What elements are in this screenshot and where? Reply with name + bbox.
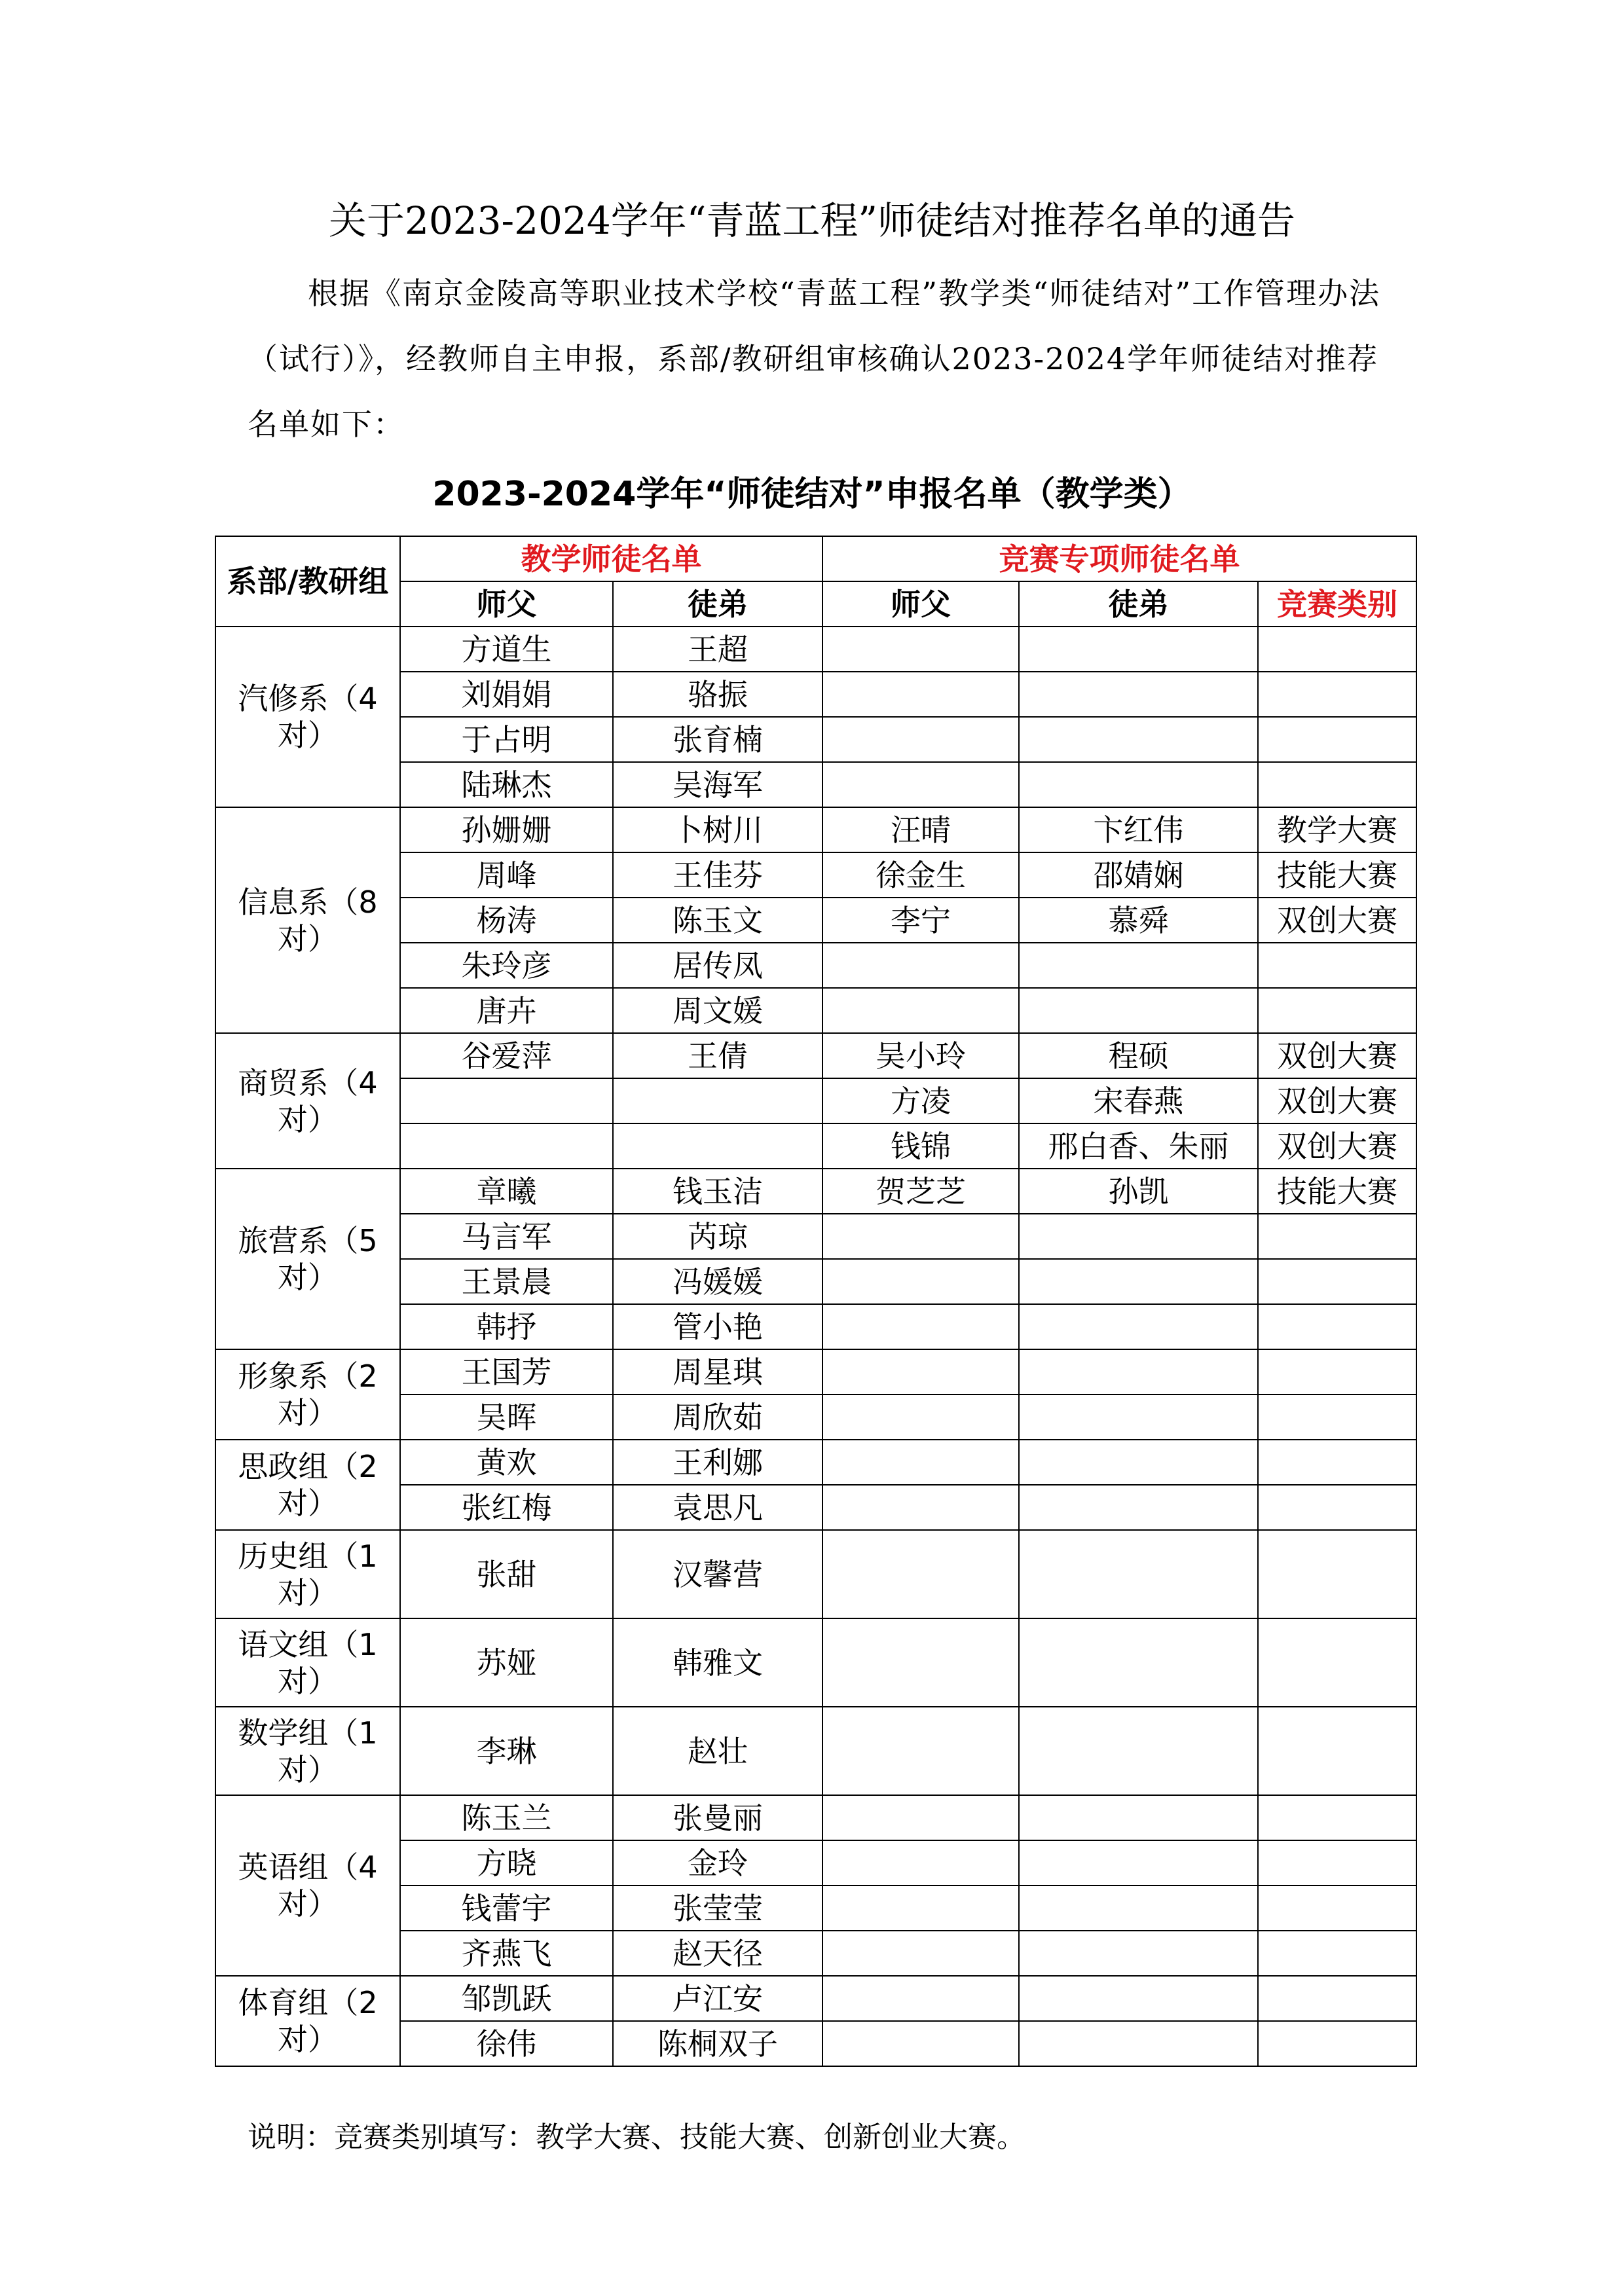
competition-master-cell (822, 1440, 1019, 1485)
dept-cell: 旅营系（5对） (215, 1169, 400, 1349)
competition-master-cell: 徐金生 (822, 852, 1019, 898)
teaching-apprentice-cell: 陈桐双子 (613, 2021, 822, 2066)
competition-apprentice-cell: 卞红伟 (1019, 807, 1258, 852)
table-row (215, 1033, 1416, 1078)
competition-master-cell (822, 1530, 1019, 1618)
competition-category-cell (1258, 1485, 1416, 1530)
teaching-apprentice-cell: 钱玉洁 (613, 1169, 822, 1214)
competition-apprentice-cell: 宋春燕 (1019, 1078, 1258, 1123)
competition-category-cell: 技能大赛 (1258, 852, 1416, 898)
competition-apprentice-cell: 程硕 (1019, 1033, 1258, 1078)
teaching-master-cell: 谷爱萍 (400, 1033, 613, 1078)
competition-category-cell (1258, 988, 1416, 1033)
competition-apprentice-cell (1019, 1707, 1258, 1795)
teaching-apprentice-cell: 王超 (613, 627, 822, 672)
competition-category-cell (1258, 1795, 1416, 1840)
competition-apprentice-cell (1019, 1795, 1258, 1840)
competition-master-cell: 汪晴 (822, 807, 1019, 852)
dept-cell: 信息系（8对） (215, 807, 400, 1033)
teaching-master-cell: 韩抒 (400, 1304, 613, 1349)
competition-apprentice-cell: 慕舜 (1019, 898, 1258, 943)
competition-category-cell (1258, 627, 1416, 672)
teaching-apprentice-cell: 芮琼 (613, 1214, 822, 1259)
dept-cell: 历史组（1对） (215, 1530, 400, 1618)
competition-master-cell (822, 1618, 1019, 1707)
competition-master-cell (822, 1931, 1019, 1976)
competition-header: 竞赛专项师徒名单 (822, 536, 1416, 581)
competition-category-cell (1258, 1259, 1416, 1304)
teaching-master-header: 师父 (400, 581, 613, 627)
competition-master-cell (822, 1394, 1019, 1440)
competition-category-cell (1258, 1214, 1416, 1259)
competition-category-cell (1258, 672, 1416, 717)
competition-category-cell (1258, 2021, 1416, 2066)
competition-master-cell: 贺芝芝 (822, 1169, 1019, 1214)
competition-master-cell (822, 1259, 1019, 1304)
teaching-apprentice-header: 徒弟 (613, 581, 822, 627)
competition-apprentice-cell (1019, 1259, 1258, 1304)
dept-cell: 体育组（2对） (215, 1976, 400, 2066)
competition-category-cell (1258, 1976, 1416, 2021)
competition-category-cell (1258, 1349, 1416, 1394)
competition-master-cell (822, 717, 1019, 762)
mentorship-table (215, 536, 1417, 2067)
teaching-master-cell: 张红梅 (400, 1485, 613, 1530)
teaching-master-cell: 刘娟娟 (400, 672, 613, 717)
competition-category-cell (1258, 762, 1416, 807)
competition-master-cell (822, 2021, 1019, 2066)
table-row (215, 807, 1416, 852)
teaching-apprentice-cell: 管小艳 (613, 1304, 822, 1349)
teaching-apprentice-cell (613, 1123, 822, 1169)
dept-cell: 商贸系（4对） (215, 1033, 400, 1169)
competition-apprentice-cell (1019, 1485, 1258, 1530)
competition-category-cell (1258, 717, 1416, 762)
competition-apprentice-cell (1019, 1618, 1258, 1707)
teaching-master-cell: 齐燕飞 (400, 1931, 613, 1976)
teaching-apprentice-cell: 陈玉文 (613, 898, 822, 943)
competition-apprentice-cell (1019, 762, 1258, 807)
competition-apprentice-cell (1019, 1349, 1258, 1394)
teaching-apprentice-cell: 张莹莹 (613, 1886, 822, 1931)
teaching-master-cell: 唐卉 (400, 988, 613, 1033)
teaching-apprentice-cell: 周欣茹 (613, 1394, 822, 1440)
dept-cell: 英语组（4对） (215, 1795, 400, 1976)
footnote: 说明：竞赛类别填写：教学大赛、技能大赛、创新创业大赛。 (248, 2121, 1025, 2154)
competition-master-cell (822, 1485, 1019, 1530)
dept-cell: 数学组（1对） (215, 1707, 400, 1795)
competition-master-cell (822, 762, 1019, 807)
table-row (215, 1169, 1416, 1214)
dept-cell: 形象系（2对） (215, 1349, 400, 1440)
competition-apprentice-cell (1019, 1976, 1258, 2021)
teaching-master-cell: 周峰 (400, 852, 613, 898)
teaching-master-cell: 方道生 (400, 627, 613, 672)
competition-master-cell (822, 1840, 1019, 1886)
competition-master-cell (822, 627, 1019, 672)
competition-apprentice-cell (1019, 988, 1258, 1033)
teaching-master-cell: 章曦 (400, 1169, 613, 1214)
competition-apprentice-cell: 邵婧娴 (1019, 852, 1258, 898)
competition-category-cell: 双创大赛 (1258, 898, 1416, 943)
competition-apprentice-cell (1019, 1440, 1258, 1485)
table-row (215, 1976, 1416, 2021)
competition-category-cell (1258, 1931, 1416, 1976)
competition-master-cell (822, 672, 1019, 717)
dept-header: 系部/教研组 (215, 536, 400, 627)
competition-apprentice-cell (1019, 1931, 1258, 1976)
competition-master-cell (822, 1349, 1019, 1394)
teaching-apprentice-cell: 周文媛 (613, 988, 822, 1033)
competition-master-cell (822, 1976, 1019, 2021)
teaching-apprentice-cell: 居传凤 (613, 943, 822, 988)
table-row (215, 1349, 1416, 1394)
table-row (215, 627, 1416, 672)
teaching-master-cell: 钱蕾宇 (400, 1886, 613, 1931)
teaching-master-cell: 邹凯跃 (400, 1976, 613, 2021)
competition-category-cell (1258, 1707, 1416, 1795)
competition-category-cell (1258, 1440, 1416, 1485)
competition-apprentice-cell (1019, 717, 1258, 762)
competition-master-cell (822, 1886, 1019, 1931)
intro-paragraph: 根据《南京金陵高等职业技术学校“青蓝工程”教学类“师徒结对”工作管理办法（试行）》，经教师自主申报，系部/教研组审核确认2023-2024学年师徒结对推荐名单如下： (248, 276, 1381, 442)
teaching-master-cell: 王国芳 (400, 1349, 613, 1394)
competition-apprentice-cell (1019, 1840, 1258, 1886)
teaching-master-cell: 方晓 (400, 1840, 613, 1886)
teaching-apprentice-cell: 冯媛媛 (613, 1259, 822, 1304)
competition-apprentice-cell (1019, 1304, 1258, 1349)
competition-master-cell: 方凌 (822, 1078, 1019, 1123)
competition-apprentice-cell (1019, 1214, 1258, 1259)
teaching-apprentice-cell: 张育楠 (613, 717, 822, 762)
competition-apprentice-cell (1019, 672, 1258, 717)
competition-apprentice-cell (1019, 2021, 1258, 2066)
competition-master-cell: 吴小玲 (822, 1033, 1019, 1078)
competition-master-cell (822, 1795, 1019, 1840)
teaching-apprentice-cell: 袁思凡 (613, 1485, 822, 1530)
teaching-master-cell: 李琳 (400, 1707, 613, 1795)
teaching-apprentice-cell: 赵壮 (613, 1707, 822, 1795)
competition-category-cell (1258, 1618, 1416, 1707)
teaching-master-cell: 苏娅 (400, 1618, 613, 1707)
competition-category-header: 竞赛类别 (1258, 581, 1416, 627)
competition-category-cell: 技能大赛 (1258, 1169, 1416, 1214)
teaching-apprentice-cell: 韩雅文 (613, 1618, 822, 1707)
teaching-apprentice-cell: 吴海军 (613, 762, 822, 807)
competition-category-cell (1258, 1530, 1416, 1618)
competition-category-cell: 双创大赛 (1258, 1033, 1416, 1078)
table-body (215, 627, 1416, 2066)
teaching-master-cell: 王景晨 (400, 1259, 613, 1304)
teaching-apprentice-cell: 骆振 (613, 672, 822, 717)
teaching-apprentice-cell: 金玲 (613, 1840, 822, 1886)
teaching-apprentice-cell: 王佳芬 (613, 852, 822, 898)
competition-category-cell (1258, 1886, 1416, 1931)
document-title: 关于2023-2024学年“青蓝工程”师徒结对推荐名单的通告 (328, 198, 1296, 243)
dept-cell: 思政组（2对） (215, 1440, 400, 1530)
competition-category-cell: 双创大赛 (1258, 1078, 1416, 1123)
competition-master-cell (822, 1304, 1019, 1349)
competition-master-cell (822, 1707, 1019, 1795)
competition-apprentice-cell (1019, 1394, 1258, 1440)
teaching-master-cell: 吴晖 (400, 1394, 613, 1440)
teaching-apprentice-cell (613, 1078, 822, 1123)
competition-apprentice-cell (1019, 1530, 1258, 1618)
teaching-apprentice-cell: 卜树川 (613, 807, 822, 852)
teaching-master-cell: 于占明 (400, 717, 613, 762)
teaching-master-cell: 杨涛 (400, 898, 613, 943)
dept-cell: 语文组（1对） (215, 1618, 400, 1707)
competition-master-header: 师父 (822, 581, 1019, 627)
teaching-master-cell: 黄欢 (400, 1440, 613, 1485)
table-row (215, 1530, 1416, 1618)
competition-category-cell (1258, 943, 1416, 988)
competition-apprentice-cell: 孙凯 (1019, 1169, 1258, 1214)
teaching-master-cell: 马言军 (400, 1214, 613, 1259)
teaching-master-cell: 陆琳杰 (400, 762, 613, 807)
teaching-master-cell: 张甜 (400, 1530, 613, 1618)
table-row (215, 1795, 1416, 1840)
competition-master-cell (822, 988, 1019, 1033)
teaching-apprentice-cell: 赵天径 (613, 1931, 822, 1976)
teaching-apprentice-cell: 张曼丽 (613, 1795, 822, 1840)
teaching-master-cell: 朱玲彦 (400, 943, 613, 988)
teaching-header: 教学师徒名单 (400, 536, 822, 581)
teaching-apprentice-cell: 汉馨营 (613, 1530, 822, 1618)
table-header-row (215, 536, 1416, 581)
competition-category-cell (1258, 1394, 1416, 1440)
competition-category-cell: 双创大赛 (1258, 1123, 1416, 1169)
competition-category-cell: 教学大赛 (1258, 807, 1416, 852)
teaching-apprentice-cell: 周星琪 (613, 1349, 822, 1394)
competition-master-cell: 李宁 (822, 898, 1019, 943)
competition-master-cell (822, 1214, 1019, 1259)
teaching-apprentice-cell: 卢江安 (613, 1976, 822, 2021)
teaching-apprentice-cell: 王倩 (613, 1033, 822, 1078)
teaching-master-cell: 陈玉兰 (400, 1795, 613, 1840)
table-title: 2023-2024学年“师徒结对”申报名单（教学类） (432, 475, 1192, 514)
table-row (215, 1440, 1416, 1485)
dept-cell: 汽修系（4对） (215, 627, 400, 807)
competition-apprentice-cell: 邢白香、朱丽 (1019, 1123, 1258, 1169)
teaching-master-cell (400, 1078, 613, 1123)
table-row (215, 1618, 1416, 1707)
teaching-master-cell (400, 1123, 613, 1169)
competition-apprentice-cell (1019, 627, 1258, 672)
competition-category-cell (1258, 1840, 1416, 1886)
competition-master-cell: 钱锦 (822, 1123, 1019, 1169)
competition-apprentice-cell (1019, 943, 1258, 988)
competition-master-cell (822, 943, 1019, 988)
competition-category-cell (1258, 1304, 1416, 1349)
teaching-master-cell: 孙姗姗 (400, 807, 613, 852)
table-row (215, 1707, 1416, 1795)
teaching-master-cell: 徐伟 (400, 2021, 613, 2066)
competition-apprentice-header: 徒弟 (1019, 581, 1258, 627)
teaching-apprentice-cell: 王利娜 (613, 1440, 822, 1485)
competition-apprentice-cell (1019, 1886, 1258, 1931)
